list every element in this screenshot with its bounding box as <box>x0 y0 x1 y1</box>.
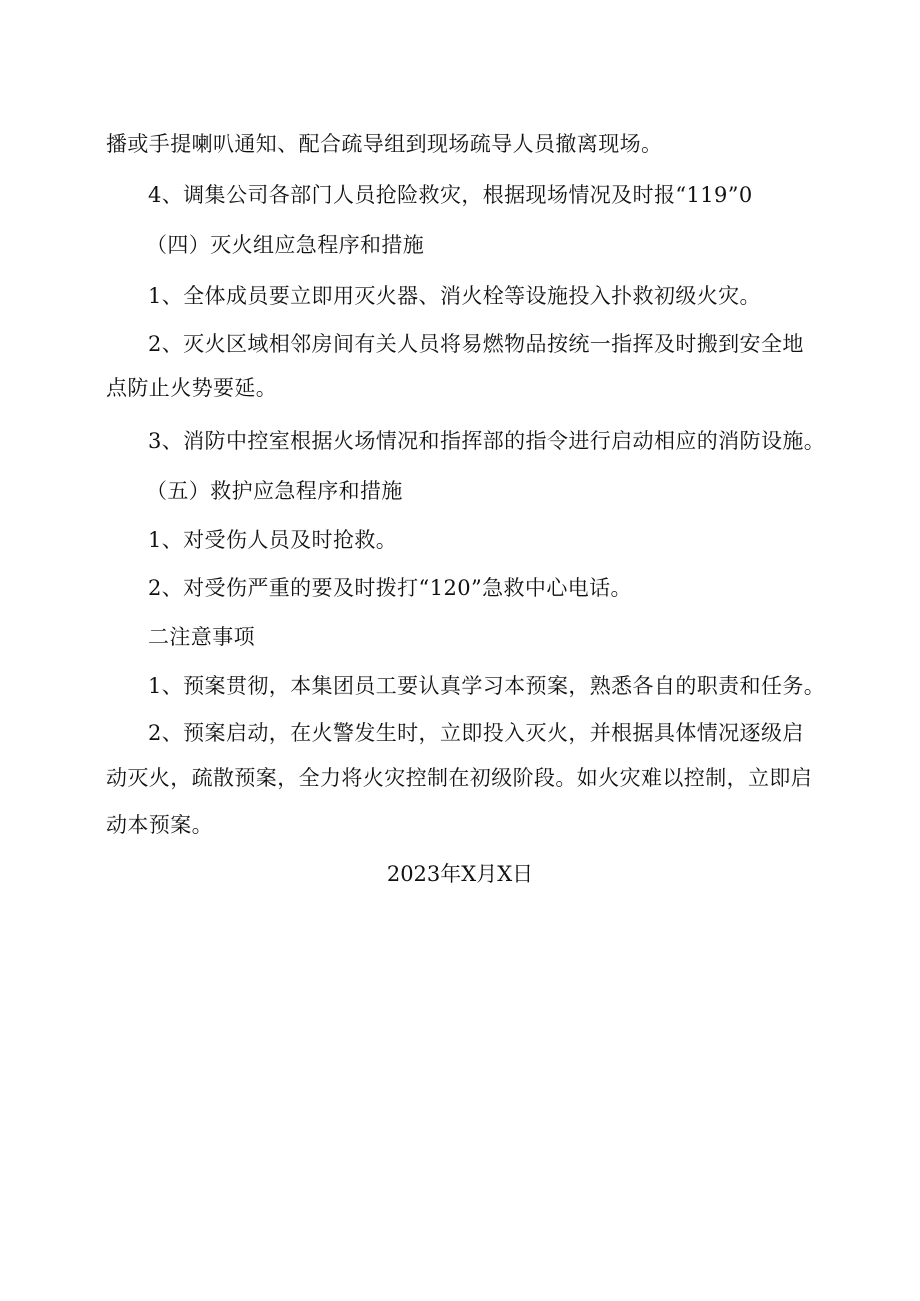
section-heading: （四）灭火组应急程序和措施 <box>146 233 425 257</box>
section-heading: 二注意事项 <box>148 625 255 649</box>
paragraph-line: 2、对受伤严重的要及时拨打“120”急救中心电话。 <box>148 576 632 600</box>
document-date: 2023年X月X日 <box>386 862 534 886</box>
paragraph-line: 2、预案启动，在火警发生时，立即投入灭火，并根据具体情况逐级启 <box>148 721 804 745</box>
paragraph-line: 2、灭火区域相邻房间有关人员将易燃物品按统一指挥及时搬到安全地 <box>148 332 804 356</box>
paragraph-line: 点防止火势要延。 <box>106 376 278 400</box>
paragraph-line: 播或手提喇叭通知、配合疏导组到现场疏导人员撤离现场。 <box>106 132 663 156</box>
paragraph-line: 动灭火，疏散预案，全力将火灾控制在初级阶段。如火灾难以控制，立即启 <box>106 766 813 790</box>
paragraph-line: 动本预案。 <box>106 813 213 837</box>
paragraph-line: 3、消防中控室根据火场情况和指挥部的指令进行启动相应的消防设施。 <box>148 429 826 453</box>
paragraph-line: 1、全体成员要立即用灭火器、消火栓等设施投入扑救初级火灾。 <box>148 284 761 308</box>
paragraph-line: 4、调集公司各部门人员抢险救灾，根据现场情况及时报“119”0 <box>148 183 753 207</box>
paragraph-line: 1、预案贯彻，本集团员工要认真学习本预案，熟悉各自的职责和任务。 <box>148 674 826 698</box>
section-heading: （五）救护应急程序和措施 <box>146 479 403 503</box>
paragraph-line: 1、对受伤人员及时抢救。 <box>148 528 398 552</box>
